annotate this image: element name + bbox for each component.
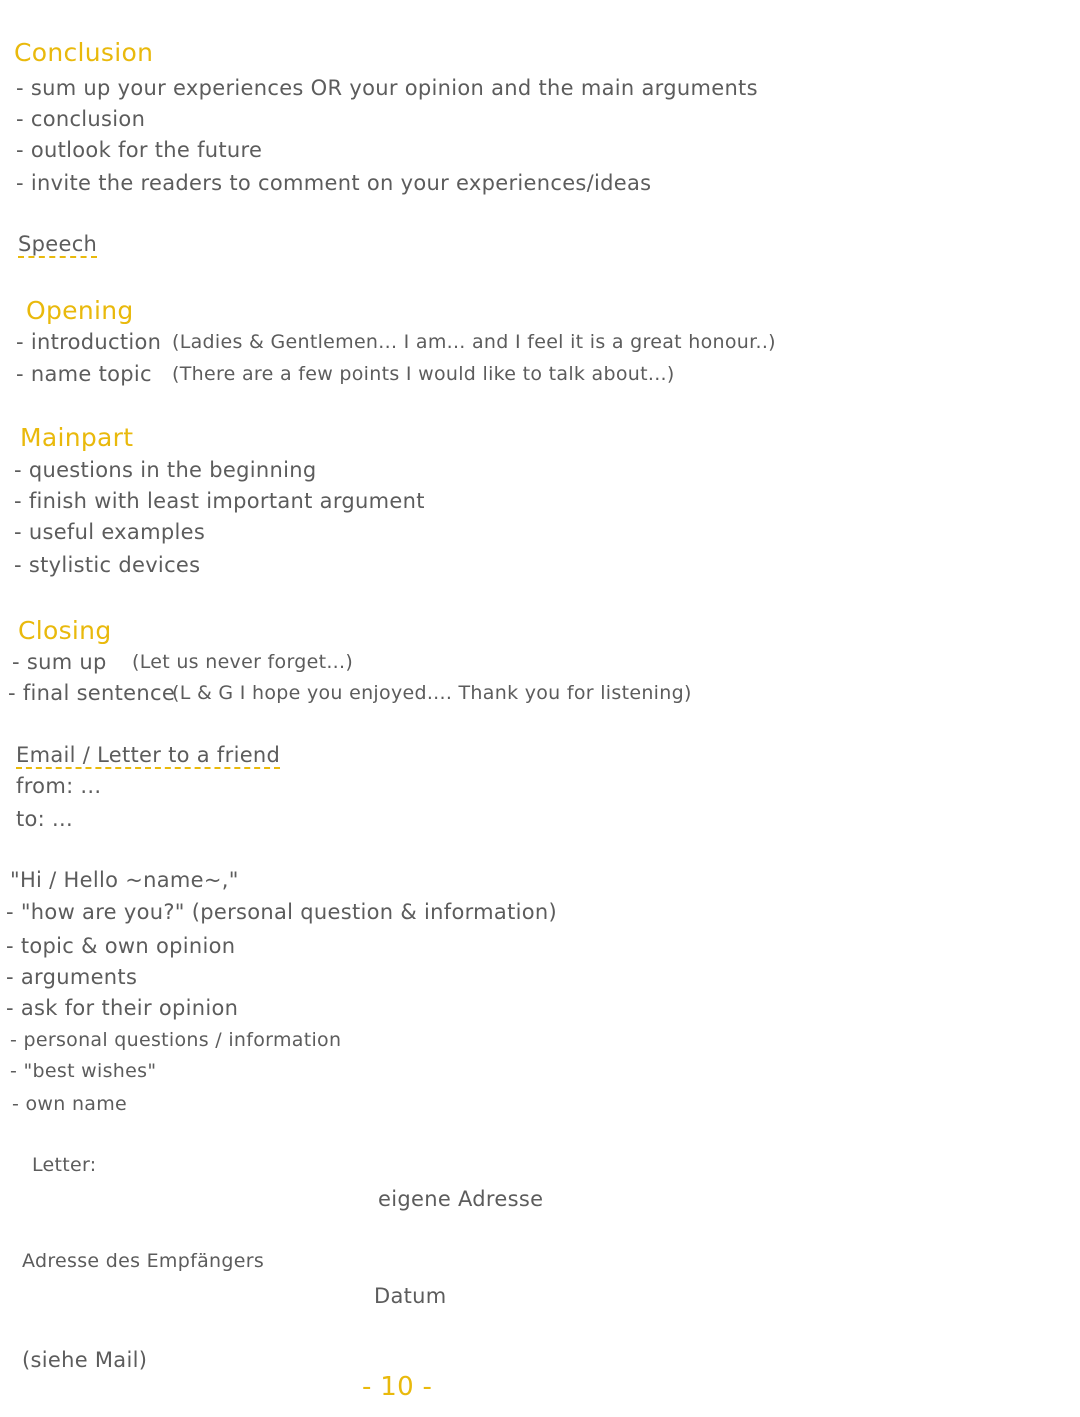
conclusion-item-3: - outlook for the future [16,138,263,162]
opening-item-2-note: (There are a few points I would like to talk about...) [172,363,675,385]
mainpart-item-2: - finish with least important argument [14,489,425,513]
opening-item-1-label: - introduction [16,330,162,354]
conclusion-item-4: - invite the readers to comment on your experiences/ideas [16,171,652,195]
page-number: - 10 - [362,1372,433,1402]
email-item-4: - arguments [6,965,138,989]
email-item-5: - ask for their opinion [6,996,239,1020]
email-to: to: ... [16,807,73,831]
email-from: from: ... [16,774,102,798]
closing-item-2-label: - final sentence [8,681,176,705]
opening-heading: Opening [26,296,134,325]
mainpart-item-1: - questions in the beginning [14,458,317,482]
letter-own-address: eigene Adresse [378,1187,544,1211]
mainpart-item-3: - useful examples [14,520,206,544]
conclusion-heading: Conclusion [14,38,154,67]
conclusion-item-1: - sum up your experiences OR your opinion and the main arguments [16,76,758,100]
opening-item-1-note: (Ladies & Gentlemen... I am... and I feel it is a great honour..) [172,331,776,353]
closing-item-2-note: (L & G I hope you enjoyed.... Thank you for listening) [172,682,692,704]
email-item-6: - personal questions / information [10,1029,342,1051]
opening-item-2-label: - name topic [16,362,152,386]
letter-date: Datum [374,1284,447,1308]
email-item-3: - topic & own opinion [6,934,236,958]
letter-recipient-address: Adresse des Empfängers [22,1250,265,1272]
email-item-2: - "how are you?" (personal question & information) [6,900,558,924]
email-item-1: "Hi / Hello ~name~," [10,868,239,892]
letter-label: Letter: [32,1154,97,1176]
mainpart-heading: Mainpart [20,423,134,452]
mainpart-item-4: - stylistic devices [14,553,201,577]
closing-heading: Closing [18,616,112,645]
conclusion-item-2: - conclusion [16,107,146,131]
closing-item-1-label: - sum up [12,650,107,674]
closing-item-1-note: (Let us never forget...) [132,651,354,673]
email-item-8: - own name [12,1093,128,1115]
email-heading: Email / Letter to a friend [16,743,281,767]
email-item-7: - "best wishes" [10,1060,157,1082]
letter-see-mail: (siehe Mail) [22,1348,148,1372]
speech-heading: Speech [18,232,98,256]
